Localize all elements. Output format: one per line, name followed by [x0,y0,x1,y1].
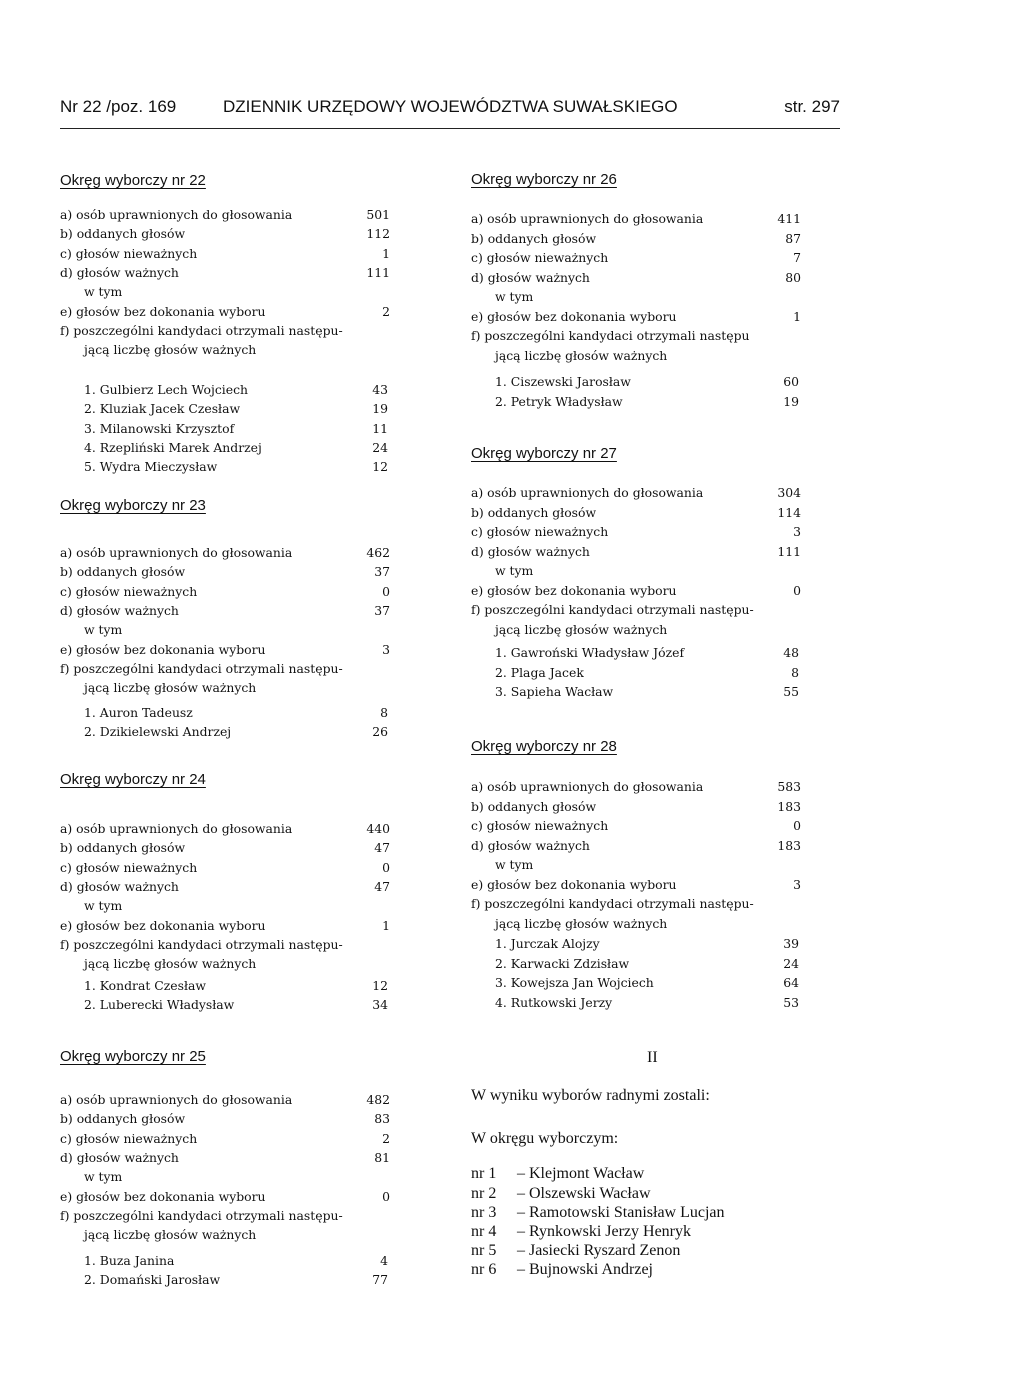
valid-votes-label: d) głosów ważnych [471,543,590,559]
votes-cast-label: b) oddanych głosów [60,564,186,580]
candidate-votes: 11 [372,420,388,436]
candidate-votes: 48 [783,645,799,660]
votes-cast-value: 114 [777,504,801,520]
district-title: Okręg wyborczy nr 25 [60,1048,206,1065]
candidate-votes: 24 [783,955,799,971]
page-header [60,97,840,123]
invalid-votes-value: 0 [793,818,801,833]
eligible-voters-label: a) osób uprawnionych do głosowania [60,545,293,560]
candidate-votes: 4 [380,1253,388,1268]
district-title: Okręg wyborczy nr 23 [60,497,206,514]
votes-cast-label: b) oddanych głosów [60,840,186,856]
invalid-votes-value: 2 [382,1130,390,1146]
valid-votes-label: d) głosów ważnych [60,264,179,280]
valid-votes-value: 111 [366,264,390,280]
candidate-name: 2. Karwacki Zdzisław [495,955,630,971]
candidate-name: 2. Petryk Władysław [495,393,623,409]
candidates-intro-label: f) poszczególni kandydaci otrzymali następu- [60,936,343,952]
invalid-votes-label: c) głosów nieważnych [60,583,198,599]
candidate-votes: 24 [372,439,388,455]
candidate-name: 2. Luberecki Władysław [84,997,235,1013]
candidate-votes: 8 [791,664,799,680]
candidate-votes: 19 [372,401,388,417]
elected-name: – Rynkowski Jerzy Henryk [517,1223,691,1240]
elected-item [471,1223,691,1241]
candidate-votes: 60 [783,374,799,389]
no-choice-votes-label: e) głosów bez dokonania wyboru [60,917,266,933]
invalid-votes-value: 1 [382,245,390,261]
candidate-votes: 34 [372,997,388,1013]
votes-cast-value: 37 [374,564,390,580]
candidate-votes: 39 [783,936,799,951]
candidate-name: 1. Ciszewski Jarosław [495,374,631,389]
votes-cast-value: 183 [777,798,801,814]
elected-nr: nr 5 [471,1242,497,1259]
eligible-voters-value: 583 [777,779,801,794]
candidate-name: 3. Kowejsza Jan Wojciech [495,975,654,990]
no-choice-votes-value: 1 [382,917,390,933]
candidates-intro-label: f) poszczególni kandydaci otrzymali następu- [60,322,343,338]
district-block [60,172,420,475]
votes-cast-value: 47 [374,840,390,856]
no-choice-votes-value: 0 [793,582,801,598]
candidate-name: 2. Kluziak Jacek Czesław [84,401,241,417]
elected-name: – Klejmont Wacław [517,1165,645,1182]
valid-votes-label: d) głosów ważnych [471,269,590,285]
candidates-intro-label: f) poszczególni kandydaci otrzymali następu [471,328,750,343]
w-tym-label-label: w tym [84,1169,123,1185]
candidates-intro-cont-label: jącą liczbę głosów ważnych [84,956,257,972]
eligible-voters-value: 440 [366,821,390,836]
candidates-intro-label: f) poszczególni kandydaci otrzymali następu- [60,1207,343,1223]
section-ii-subhead: W okręgu wyborczym: [471,1130,619,1147]
candidates-intro-cont-label: jącą liczbę głosów ważnych [84,680,257,696]
candidate-name: 1. Gulbierz Lech Wojciech [84,382,248,397]
candidates-intro-label: f) poszczególni kandydaci otrzymali następu- [471,602,754,617]
elected-nr: nr 2 [471,1185,497,1202]
section-ii-heading: II [647,1049,658,1066]
invalid-votes-value: 3 [793,524,801,539]
no-choice-votes-label: e) głosów bez dokonania wyboru [471,308,677,324]
invalid-votes-label: c) głosów nieważnych [471,524,609,539]
votes-cast-label: b) oddanych głosów [60,226,186,242]
candidate-votes: 64 [783,975,799,990]
no-choice-votes-value: 3 [793,876,801,892]
elected-nr: nr 4 [471,1223,497,1240]
w-tym-label-label: w tym [495,857,534,872]
district-block [60,1048,420,1348]
invalid-votes-label: c) głosów nieważnych [60,245,198,261]
candidate-name: 2. Dzikielewski Andrzej [84,724,232,740]
district-title: Okręg wyborczy nr 22 [60,172,206,189]
votes-cast-value: 112 [366,226,390,242]
journal-title: DZIENNIK URZĘDOWY WOJEWÓDZTWA SUWAŁSKIEGO [223,97,678,116]
invalid-votes-value: 0 [382,859,390,875]
elected-name: – Ramotowski Stanisław Lucjan [517,1204,725,1221]
district-title: Okręg wyborczy nr 24 [60,771,206,788]
votes-cast-value: 83 [374,1111,390,1127]
no-choice-votes-label: e) głosów bez dokonania wyboru [60,641,266,657]
elected-nr: nr 1 [471,1165,497,1182]
invalid-votes-value: 7 [793,250,801,265]
valid-votes-label: d) głosów ważnych [60,602,179,618]
candidate-votes: 12 [372,459,388,475]
valid-votes-value: 80 [785,269,801,285]
no-choice-votes-label: e) głosów bez dokonania wyboru [471,582,677,598]
district-title: Okręg wyborczy nr 27 [471,445,617,462]
valid-votes-label: d) głosów ważnych [60,878,179,894]
elected-nr: nr 3 [471,1204,497,1221]
candidate-votes: 8 [380,705,388,720]
elected-name: – Bujnowski Andrzej [517,1261,653,1278]
elected-item [471,1204,725,1222]
no-choice-votes-label: e) głosów bez dokonania wyboru [60,1188,266,1204]
candidate-name: 1. Jurczak Alojzy [495,936,600,951]
invalid-votes-value: 0 [382,583,390,599]
elected-name: – Jasiecki Ryszard Zenon [517,1242,681,1259]
eligible-voters-value: 482 [366,1092,390,1107]
invalid-votes-label: c) głosów nieważnych [471,818,609,833]
candidate-name: 1. Buza Janina [84,1253,175,1268]
eligible-voters-label: a) osób uprawnionych do głosowania [60,207,293,222]
elected-item [471,1242,680,1260]
candidate-name: 4. Rutkowski Jerzy [495,994,613,1010]
eligible-voters-value: 304 [777,485,801,500]
eligible-voters-label: a) osób uprawnionych do głosowania [471,485,704,500]
invalid-votes-label: c) głosów nieważnych [60,1130,198,1146]
eligible-voters-label: a) osób uprawnionych do głosowania [60,821,293,836]
candidate-votes: 19 [783,393,799,409]
votes-cast-label: b) oddanych głosów [60,1111,186,1127]
header-rule [60,128,840,129]
valid-votes-value: 47 [374,878,390,894]
votes-cast-value: 87 [785,230,801,246]
votes-cast-label: b) oddanych głosów [471,798,597,814]
w-tym-label-label: w tym [84,622,123,638]
candidate-name: 1. Kondrat Czesław [84,978,206,993]
valid-votes-value: 111 [777,543,801,559]
elected-item [471,1261,653,1279]
candidates-intro-cont-label: jącą liczbę głosów ważnych [84,342,257,358]
elected-item [471,1185,651,1203]
issue-number: Nr 22 /poz. 169 [60,97,177,116]
candidates-intro-cont-label: jącą liczbę głosów ważnych [495,915,668,931]
candidate-name: 1. Gawroński Władysław Józef [495,645,685,660]
eligible-voters-value: 462 [366,545,390,560]
elected-nr: nr 6 [471,1261,497,1278]
no-choice-votes-label: e) głosów bez dokonania wyboru [60,303,266,319]
valid-votes-value: 183 [777,837,801,853]
candidate-name: 3. Milanowski Krzysztof [84,420,235,436]
eligible-voters-value: 411 [777,211,801,226]
valid-votes-label: d) głosów ważnych [471,837,590,853]
no-choice-votes-value: 1 [793,308,801,324]
candidate-votes: 53 [783,994,799,1010]
candidate-votes: 26 [372,724,388,740]
candidate-name: 3. Sapieha Wacław [495,684,614,699]
w-tym-label-label: w tym [84,898,123,914]
district-block [471,445,831,745]
district-block [60,771,420,1071]
district-block [471,171,831,471]
no-choice-votes-value: 3 [382,641,390,657]
candidate-votes: 43 [372,382,388,397]
candidate-name: 1. Auron Tadeusz [84,705,193,720]
invalid-votes-label: c) głosów nieważnych [60,859,198,875]
no-choice-votes-label: e) głosów bez dokonania wyboru [471,876,677,892]
eligible-voters-label: a) osób uprawnionych do głosowania [471,211,704,226]
votes-cast-label: b) oddanych głosów [471,504,597,520]
candidates-intro-cont-label: jącą liczbę głosów ważnych [495,347,668,363]
valid-votes-label: d) głosów ważnych [60,1149,179,1165]
invalid-votes-label: c) głosów nieważnych [471,250,609,265]
no-choice-votes-value: 2 [382,303,390,319]
w-tym-label-label: w tym [84,284,123,300]
district-title: Okręg wyborczy nr 28 [471,738,617,755]
eligible-voters-value: 501 [366,207,390,222]
candidate-votes: 12 [372,978,388,993]
candidate-name: 5. Wydra Mieczysław [84,459,218,475]
district-title: Okręg wyborczy nr 26 [471,171,617,188]
eligible-voters-label: a) osób uprawnionych do głosowania [471,779,704,794]
district-block [471,738,831,1038]
candidate-votes: 55 [783,684,799,699]
candidates-intro-cont-label: jącą liczbę głosów ważnych [495,621,668,637]
section-ii-intro: W wyniku wyborów radnymi zostali: [471,1087,710,1104]
candidates-intro-cont-label: jącą liczbę głosów ważnych [84,1227,257,1243]
w-tym-label-label: w tym [495,289,534,304]
candidates-intro-label: f) poszczególni kandydaci otrzymali następu- [60,660,343,676]
votes-cast-label: b) oddanych głosów [471,230,597,246]
candidate-name: 4. Rzepliński Marek Andrzej [84,439,262,455]
eligible-voters-label: a) osób uprawnionych do głosowania [60,1092,293,1107]
valid-votes-value: 37 [374,602,390,618]
valid-votes-value: 81 [374,1149,390,1165]
candidate-votes: 77 [372,1272,388,1288]
candidate-name: 2. Plaga Jacek [495,664,584,680]
w-tym-label-label: w tym [495,563,534,578]
page-number: str. 297 [784,97,840,116]
elected-item [471,1165,644,1183]
no-choice-votes-value: 0 [382,1188,390,1204]
candidate-name: 2. Domański Jarosław [84,1272,221,1288]
elected-name: – Olszewski Wacław [517,1185,651,1202]
candidates-intro-label: f) poszczególni kandydaci otrzymali następu- [471,896,754,911]
district-block [60,497,420,797]
